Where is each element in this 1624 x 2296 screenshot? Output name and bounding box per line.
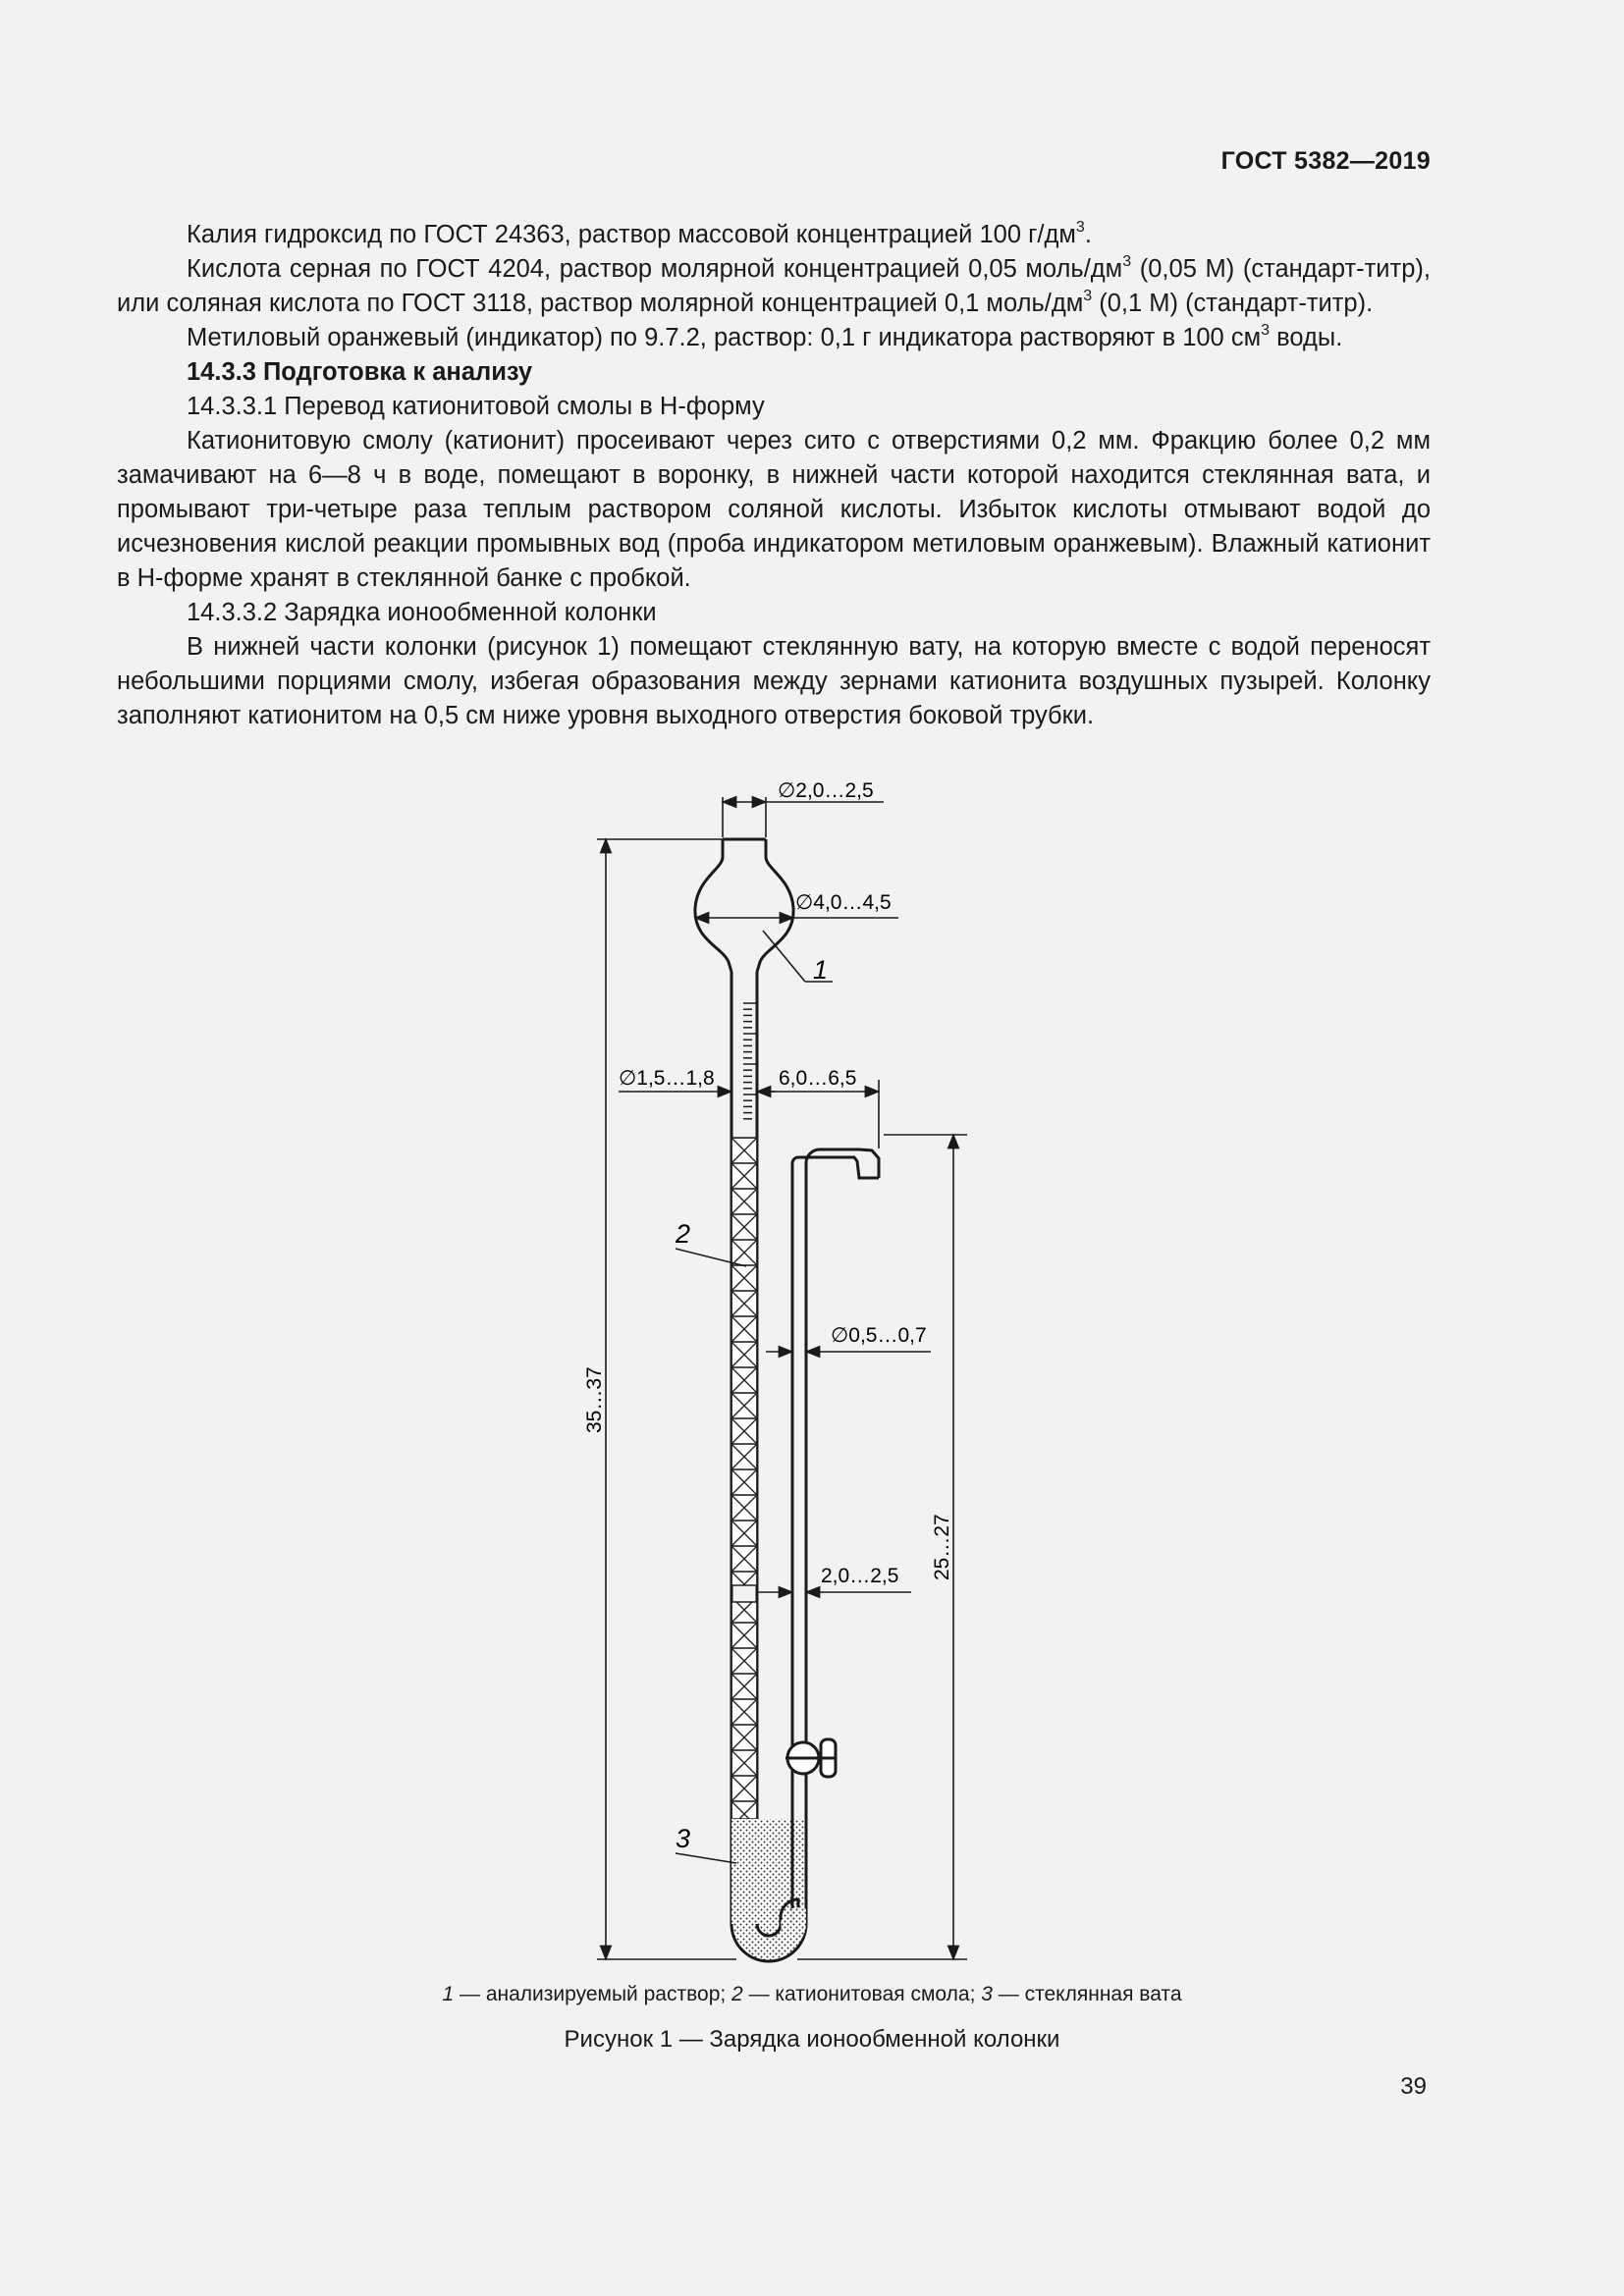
paragraph-column-loading: В нижней части колонки (рисунок 1) помещают стеклянную вату, на которую вместе с водой переносят небольшими порциями смолу, избегая образования между зернами катионита воздушных пузырей. Колонку заполняют катионитом на 0,5 см ниже уровня выходного отверстия боковой трубки. (117, 633, 1431, 729)
label-total-height: 35…37 (583, 1366, 606, 1433)
dim-total-height (597, 839, 736, 1959)
label-tube-diameter: ∅1,5…1,8 (619, 1067, 715, 1090)
body-text (117, 218, 1431, 733)
label-side-offset: 6,0…6,5 (779, 1067, 857, 1090)
graduation-scale (743, 1003, 757, 1119)
callout-3: 3 (676, 1824, 691, 1853)
subsection-heading-h-form: 14.3.3.1 Перевод катионитовой смолы в Н-форму (187, 393, 765, 420)
column-diagram (0, 766, 1624, 1973)
page-number: 39 (1400, 2073, 1427, 2100)
callout-1: 1 (813, 955, 829, 985)
figure-legend: 1 — анализируемый раствор; 2 — катионитовая смола; 3 — стеклянная вата (442, 1983, 1182, 2005)
figure-caption: Рисунок 1 — Зарядка ионообменной колонки (564, 2026, 1060, 2053)
document-id-header: ГОСТ 5382—2019 (1220, 147, 1431, 175)
label-gap: 2,0…2,5 (821, 1565, 899, 1587)
section-heading: 14.3.3 Подготовка к анализу (187, 358, 533, 386)
label-side-tube-diameter: ∅0,5…0,7 (831, 1324, 927, 1347)
callout-2: 2 (676, 1219, 691, 1249)
cation-resin-lower (731, 1602, 757, 1819)
label-bulb-diameter: ∅4,0…4,5 (795, 891, 892, 914)
column-neck (695, 839, 793, 972)
dim-side-offset (757, 1080, 879, 1148)
dim-top-diameter (723, 797, 884, 837)
paragraph-resin-preparation: Катионитовую смолу (катионит) просеивают через сито с отверстиями 0,2 мм. Фракцию более 0,2 мм замачивают на 6—8 ч в воде, помещают в воронку, в нижней части которой находится стеклянная вата, и промывают три-четыре раза теплым раствором соляной кислоты. Избыток кислоты отмывают водой до исчезновения кислой реакции промывных вод (проба индикатором метиловым оранжевым). Влажный катионит в Н-форме хранят в стеклянной банке с пробкой. (117, 427, 1431, 592)
paragraph-sulfuric-acid: Кислота серная по ГОСТ 4204, раствор молярной концентрацией 0,05 моль/$дм^3$ (0,05 М) (стандарт-титр), или соляная кислота по ГОСТ 3118, раствор молярной концентрацией 0,1 моль/$дм^3$ (0,1 М) (стандарт-титр). (117, 253, 1431, 317)
cation-resin-upper (731, 1138, 757, 1585)
stopcock (785, 1739, 836, 1777)
paragraph-methyl-orange: Метиловый оранжевый (индикатор) по 9.7.2, раствор: 0,1 г индикатора растворяют в 100 $см^3$ воды. (187, 322, 1343, 351)
label-side-height: 25…27 (931, 1514, 953, 1580)
subsection-heading-column: 14.3.3.2 Зарядка ионообменной колонки (187, 599, 657, 626)
label-top-diameter: ∅2,0…2,5 (778, 779, 874, 802)
paragraph-potassium-hydroxide: Калия гидроксид по ГОСТ 24363, раствор массовой концентрацией 100 $г/дм^3$. (187, 219, 1092, 248)
